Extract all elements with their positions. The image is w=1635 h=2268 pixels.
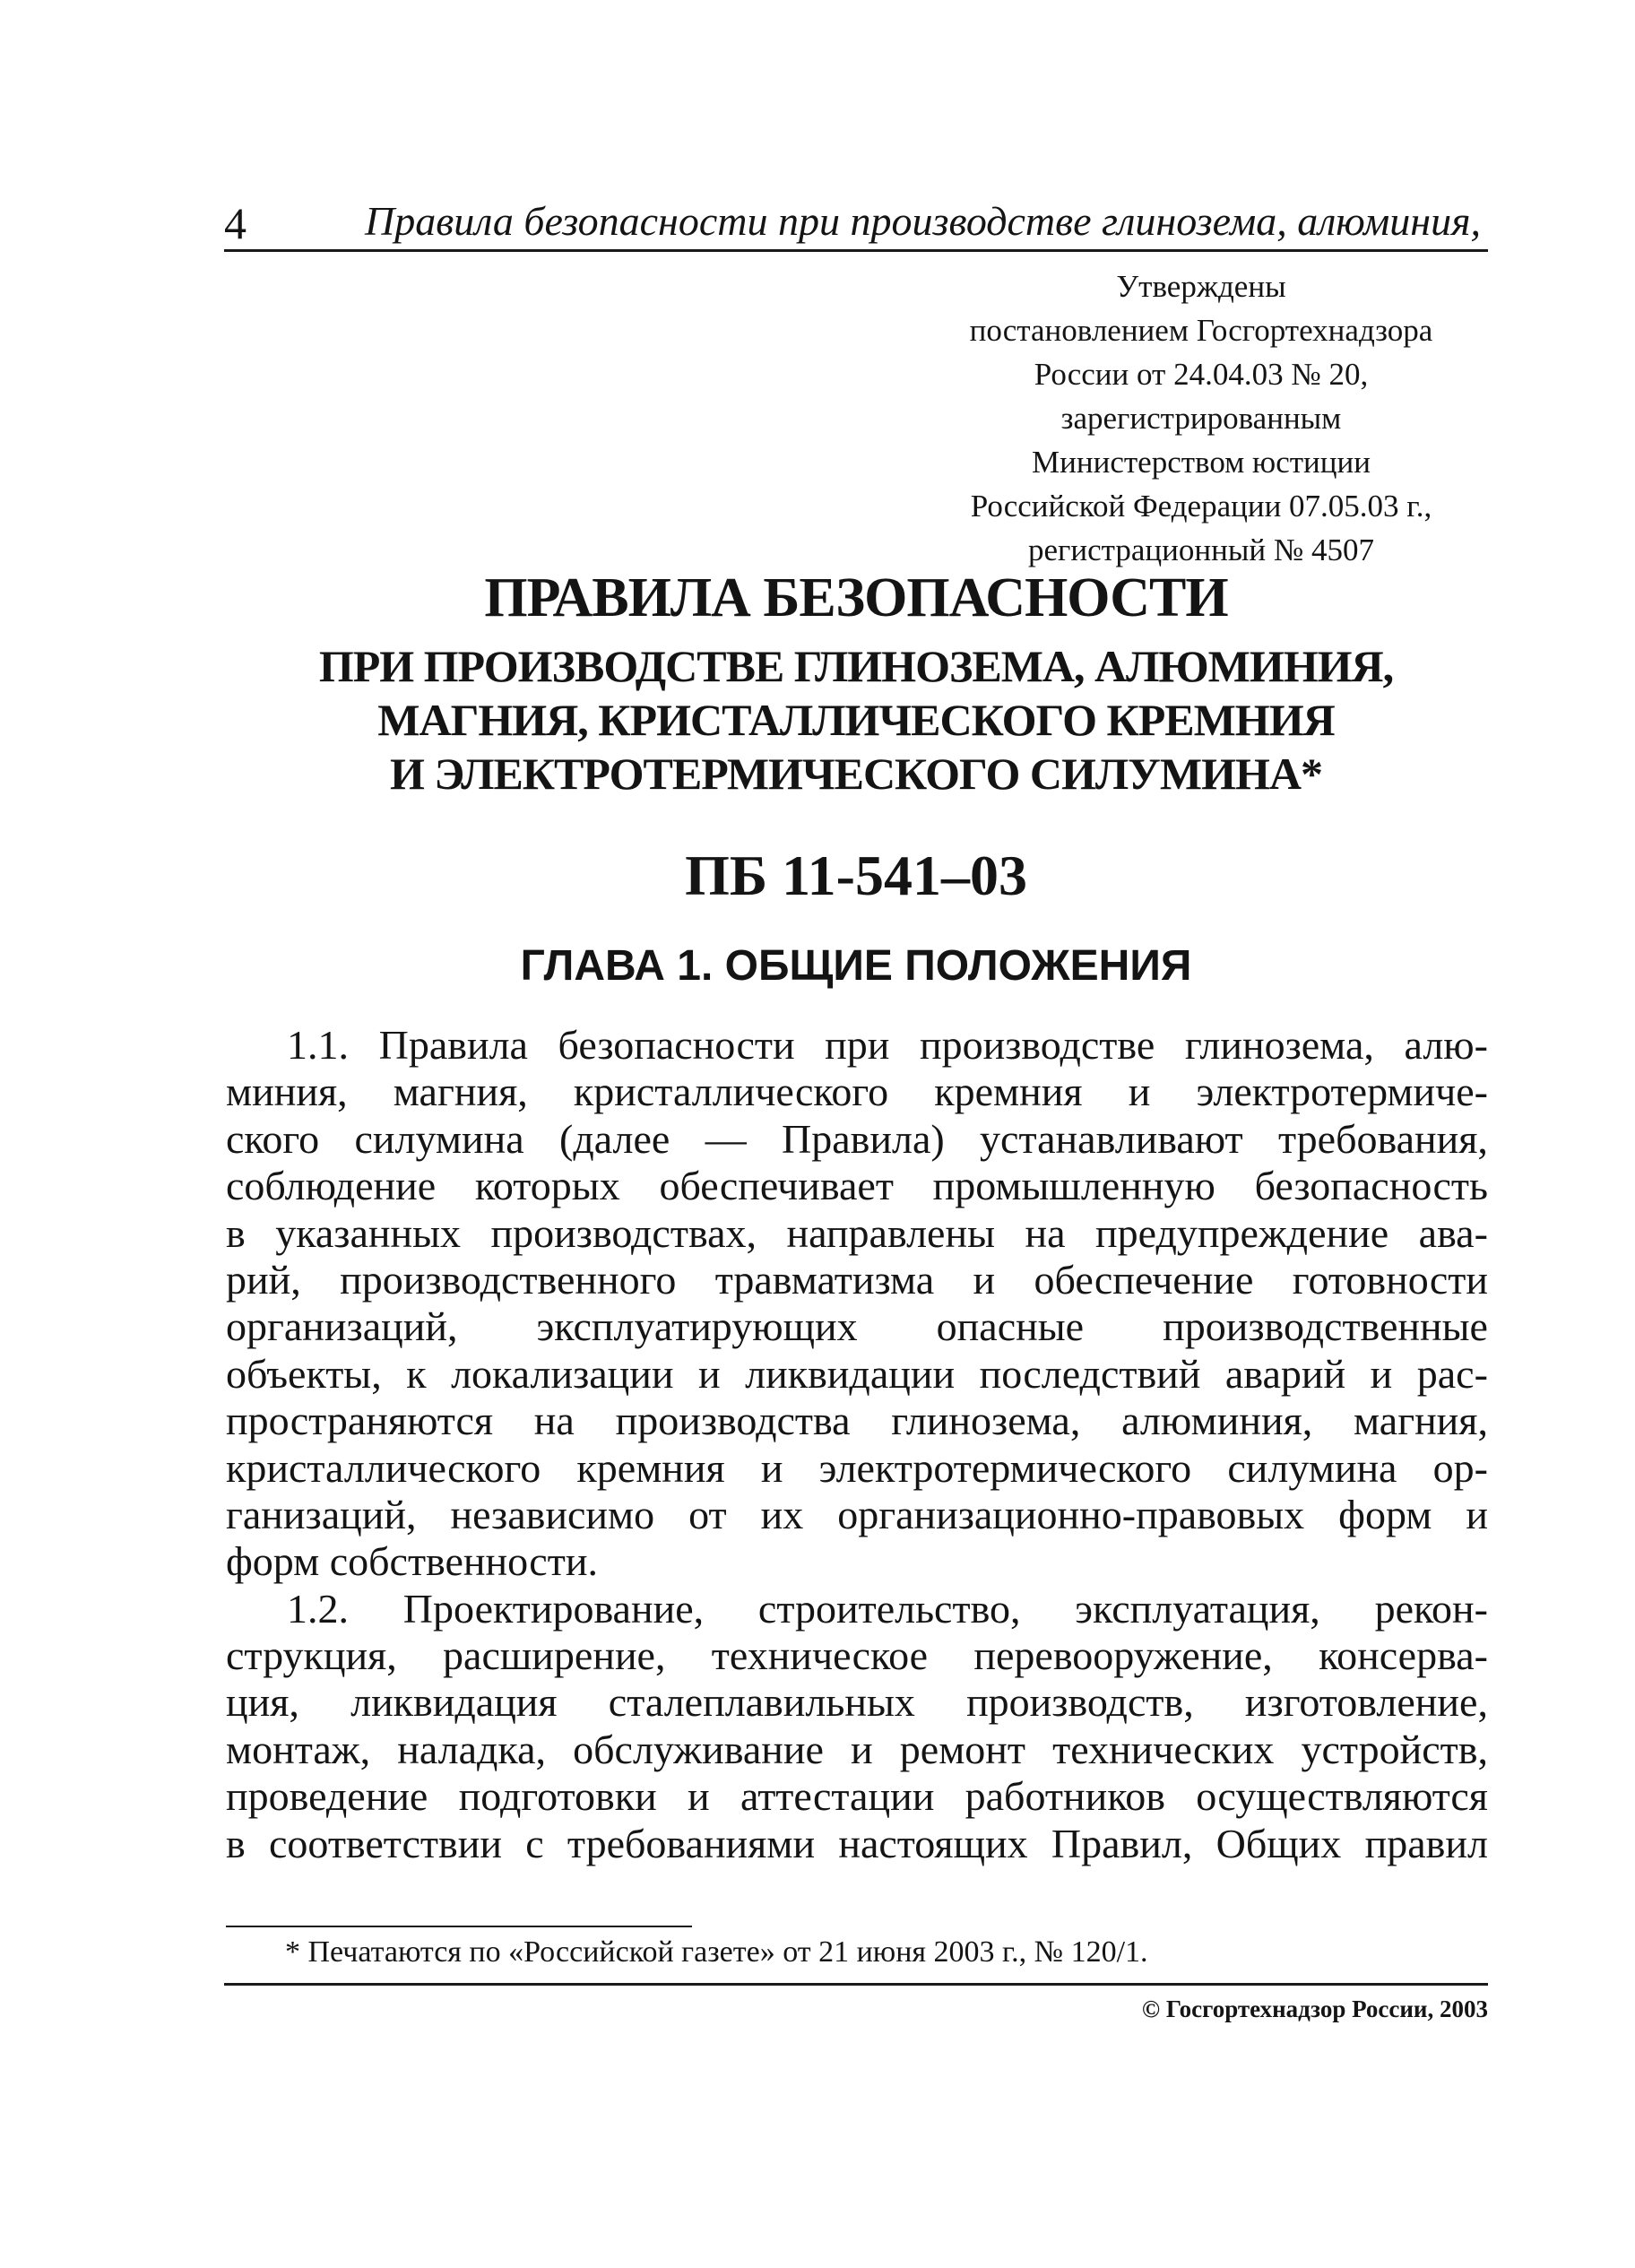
footnote: * Печатаются по «Российской газете» от 21 июня 2003 г., № 120/1.: [285, 1935, 1148, 1969]
text-line: монтаж, наладка, обслуживание и ремонт технических устройств,: [226, 1726, 1488, 1772]
text-line: форм собственности.: [226, 1538, 598, 1585]
text-line: 1.2. Проектирование, строительство, эксплуатация, рекон-: [287, 1585, 1488, 1632]
text-line: ского силумина (далее — Правила) устанавливают требования,: [226, 1115, 1488, 1162]
approval-line: зарегистрированным: [1060, 401, 1342, 436]
chapter-title: ГЛАВА 1. ОБЩИЕ ПОЛОЖЕНИЯ: [520, 942, 1192, 990]
approval-block: [932, 264, 1470, 572]
text-line: рий, производственного травматизма и обеспечение готовности: [226, 1256, 1488, 1303]
bottom-divider: [224, 1983, 1488, 1986]
paragraph-1-1: [226, 1022, 1488, 1586]
text-line: пространяются на производства глинозема, алюминия, магния,: [226, 1398, 1488, 1444]
document-title-line: И ЭЛЕКТРОТЕРМИЧЕСКОГО СИЛУМИНА*: [390, 749, 1322, 799]
text-line: проведение подготовки и аттестации работников осуществляются: [226, 1773, 1488, 1820]
approval-line: Утверждены: [1116, 269, 1286, 304]
text-line: ганизаций, независимо от их организационно-правовых форм и: [226, 1491, 1488, 1537]
approval-line: Российской Федерации 07.05.03 г.,: [970, 489, 1432, 524]
text-line: миния, магния, кристаллического кремния и электротермиче-: [226, 1069, 1488, 1115]
approval-line: постановлением Госгортехнадзора: [969, 313, 1433, 348]
text-line: в указанных производствах, направлены на предупреждение ава-: [226, 1209, 1488, 1256]
text-line: объекты, к локализации и ликвидации последствий аварий и рас-: [226, 1350, 1488, 1397]
document-title-line: ПРИ ПРОИЗВОДСТВЕ ГЛИНОЗЕМА, АЛЮМИНИЯ,: [318, 641, 1394, 691]
running-title: Правила безопасности при производстве глинозема, алюминия,: [365, 198, 1481, 244]
approval-line: Министерством юстиции: [1032, 445, 1371, 480]
text-line: кристаллического кремния и электротермического силумина ор-: [226, 1444, 1488, 1491]
document-title-line: МАГНИЯ, КРИСТАЛЛИЧЕСКОГО КРЕМНИЯ: [377, 695, 1335, 745]
text-line: струкция, расширение, техническое перевооружение, консерва-: [226, 1632, 1488, 1679]
document-code: ПБ 11-541–03: [685, 844, 1027, 907]
footnote-divider: [226, 1926, 692, 1927]
text-line: соблюдение которых обеспечивает промышленную безопасность: [226, 1163, 1488, 1209]
approval-line: России от 24.04.03 № 20,: [1034, 357, 1369, 392]
body-text: [226, 1022, 1488, 1867]
text-line: в соответствии с требованиями настоящих Правил, Общих правил: [226, 1820, 1488, 1866]
text-line: 1.1. Правила безопасности при производстве глинозема, алю-: [287, 1022, 1488, 1068]
text-line: организаций, эксплуатирующих опасные производственные: [226, 1303, 1488, 1350]
document-title-line: ПРАВИЛА БЕЗОПАСНОСТИ: [484, 567, 1228, 628]
copyright-notice: © Госгортехнадзор России, 2003: [1141, 1995, 1488, 2022]
approval-line: регистрационный № 4507: [1028, 532, 1374, 567]
paragraph-1-2: [226, 1586, 1488, 1867]
page-number: 4: [224, 198, 247, 248]
text-line: ция, ликвидация сталеплавильных производств, изготовление,: [226, 1679, 1488, 1726]
running-header: [224, 186, 1488, 252]
